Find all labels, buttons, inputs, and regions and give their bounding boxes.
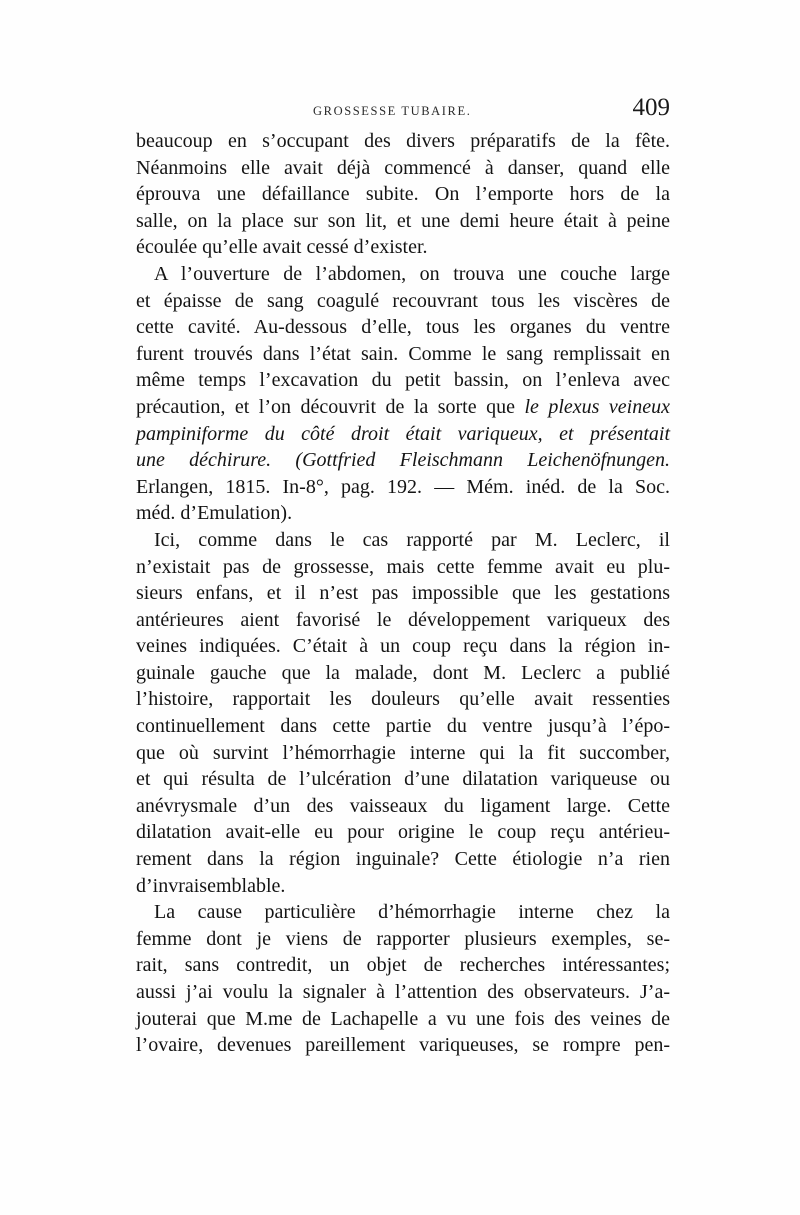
text-line: l’histoire, rapportait les douleurs qu’elle avait ressenties — [136, 688, 670, 711]
text-line: une déchirure. (Gottfried Fleischmann Leichenöfnungen. — [136, 449, 670, 472]
text-line: rement dans la région inguinale? Cette étiologie n’a rien — [136, 848, 670, 871]
text-line: et qui résulta de l’ulcération d’une dilatation variqueuse ou — [136, 768, 670, 791]
text-line: Ici, comme dans le cas rapporté par M. Leclerc, il — [154, 528, 670, 551]
text-line: même temps l’excavation du petit bassin, on l’enleva avec — [136, 369, 670, 392]
text-line: méd. d’Emulation). — [136, 502, 293, 525]
text-line: dilatation avait-elle eu pour origine le coup reçu antérieu- — [136, 821, 670, 844]
text-line: d’invraisemblable. — [136, 874, 286, 897]
text-line-italic-part: le plexus veineux — [524, 395, 670, 418]
text-line: La cause particulière d’hémorrhagie interne chez la — [154, 901, 670, 924]
text-line: salle, on la place sur son lit, et une demi heure était à peine — [136, 209, 670, 232]
text-line: furent trouvés dans l’état sain. Comme le sang remplissait en — [136, 342, 670, 365]
text-line: rait, sans contredit, un objet de recherches intéressantes; — [136, 954, 670, 977]
text-line — [136, 394, 670, 421]
text-line: sieurs enfans, et il n’est pas impossible que les gestations — [136, 582, 670, 605]
text-line: éprouva une défaillance subite. On l’emporte hors de la — [136, 183, 670, 206]
text-line: que où survint l’hémorrhagie interne qui la fit succomber, — [136, 741, 670, 764]
running-header — [136, 94, 670, 128]
text-line: guinale gauche que la malade, dont M. Leclerc a publié — [136, 661, 670, 684]
text-line: A l’ouverture de l’abdomen, on trouva une couche large — [154, 262, 670, 285]
text-line-roman-part: précaution, et l’on découvrit de la sorte que — [136, 395, 525, 418]
text-line: Erlangen, 1815. In-8°, pag. 192. — Mém. inéd. de la Soc. — [136, 475, 670, 498]
running-title: GROSSESSE TUBAIRE. — [313, 104, 472, 118]
text-line: et épaisse de sang coagulé recouvrant tous les viscères de — [136, 289, 670, 312]
text-line: aussi j’ai voulu la signaler à l’attention des observateurs. J’a- — [136, 981, 670, 1003]
text-line: jouterai que M.me de Lachapelle a vu une fois des veines de — [136, 1007, 670, 1030]
text-line: antérieures aient favorisé le développement variqueux des — [136, 608, 670, 631]
text-line: cette cavité. Au-dessous d’elle, tous les organes du ventre — [136, 316, 670, 339]
text-line: Néanmoins elle avait déjà commencé à danser, quand elle — [136, 156, 670, 179]
text-line: écoulée qu’elle avait cessé d’exister. — [136, 236, 428, 259]
text-line: anévrysmale d’un des vaisseaux du ligament large. Cette — [136, 794, 670, 817]
text-line: veines indiquées. C’était à un coup reçu dans la région in- — [136, 635, 670, 658]
body-text — [136, 128, 670, 1059]
page-number: 409 — [632, 94, 670, 121]
text-line: continuellement dans cette partie du ventre jusqu’à l’épo- — [136, 715, 670, 738]
text-line: pampiniforme du côté droit était variqueux, et présentait — [136, 422, 670, 445]
text-line: n’existait pas de grossesse, mais cette femme avait eu plu- — [136, 555, 670, 578]
text-line: femme dont je viens de rapporter plusieurs exemples, se- — [136, 927, 670, 950]
text-line: beaucoup en s’occupant des divers préparatifs de la fête. — [136, 130, 670, 152]
text-line: l’ovaire, devenues pareillement variqueuses, se rompre pen- — [136, 1034, 670, 1057]
